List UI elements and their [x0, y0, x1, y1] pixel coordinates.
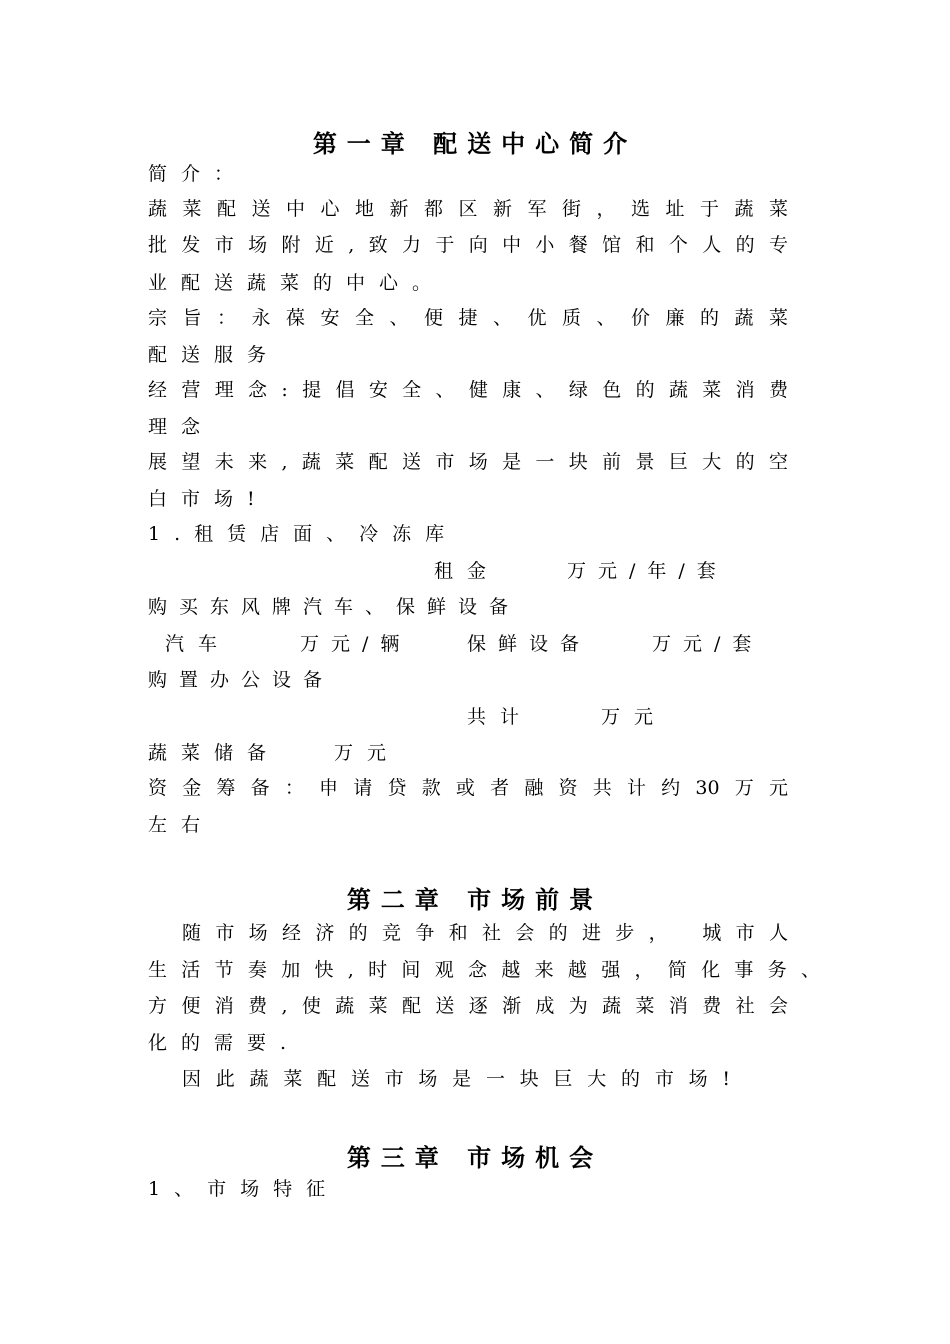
total-label: 共计 [467, 706, 534, 728]
chapter-3-title: 第三章 市场机会 [346, 1144, 604, 1172]
paragraph-line: 购置办公设备 [148, 669, 335, 691]
paragraph-line: 1.租赁店面、冷冻库 [148, 523, 459, 545]
reserve-unit: 万元 [334, 742, 401, 764]
paragraph-line: 方便消费,使蔬菜配送逐渐成为蔬菜消费社会 [148, 995, 788, 1017]
paragraph-line: 白市场! [148, 488, 269, 510]
equip-unit: 万元/套 [652, 633, 764, 655]
paragraph-line: 简介： [148, 163, 248, 185]
rent-label: 租金 [434, 560, 501, 582]
rent-unit: 万元/年/套 [567, 560, 728, 582]
chapter-2-title: 第二章 市场前景 [346, 886, 604, 914]
paragraph-line: 蔬菜配送中心地新都区新军街，选址于蔬菜 [148, 198, 788, 220]
car-unit: 万元/辆 [300, 633, 412, 655]
paragraph-line: 购买东风牌汽车、保鲜设备 [148, 596, 521, 618]
paragraph-line: 批发市场附近,致力于向中小餐馆和个人的专 [148, 234, 788, 256]
paragraph-line: 因此蔬菜配送市场是一块巨大的市场! [182, 1068, 730, 1090]
paragraph-line: 1、市场特征 [148, 1178, 340, 1200]
paragraph-line: 生活节奏加快,时间观念越来越强，简化事务、 [148, 959, 820, 981]
paragraph-line: 左右 [148, 814, 215, 836]
paragraph-line: 化的需要. [148, 1032, 301, 1054]
paragraph-line: 配送服务 [148, 344, 281, 366]
paragraph-line: 业配送蔬菜的中心。 [148, 272, 446, 294]
car-label: 汽车 [165, 633, 232, 655]
paragraph-line: 宗旨：永葆安全、便捷、优质、价廉的蔬菜 [148, 307, 788, 329]
equip-label: 保鲜设备 [467, 633, 592, 655]
chapter-1-title: 第一章 配送中心简介 [312, 130, 638, 158]
total-unit: 万元 [601, 706, 668, 728]
paragraph-line: 随市场经济的竞争和社会的进步， 城市人 [182, 922, 788, 944]
reserve-label: 蔬菜储备 [148, 742, 281, 764]
paragraph-line: 理念 [148, 416, 215, 438]
paragraph-line: 经营理念:提倡安全、健康、绿色的蔬菜消费 [148, 379, 788, 401]
paragraph-line: 展望未来,蔬菜配送市场是一块前景巨大的空 [148, 451, 788, 473]
paragraph-line: 资金筹备：申请贷款或者融资共计约30万元 [148, 777, 788, 799]
